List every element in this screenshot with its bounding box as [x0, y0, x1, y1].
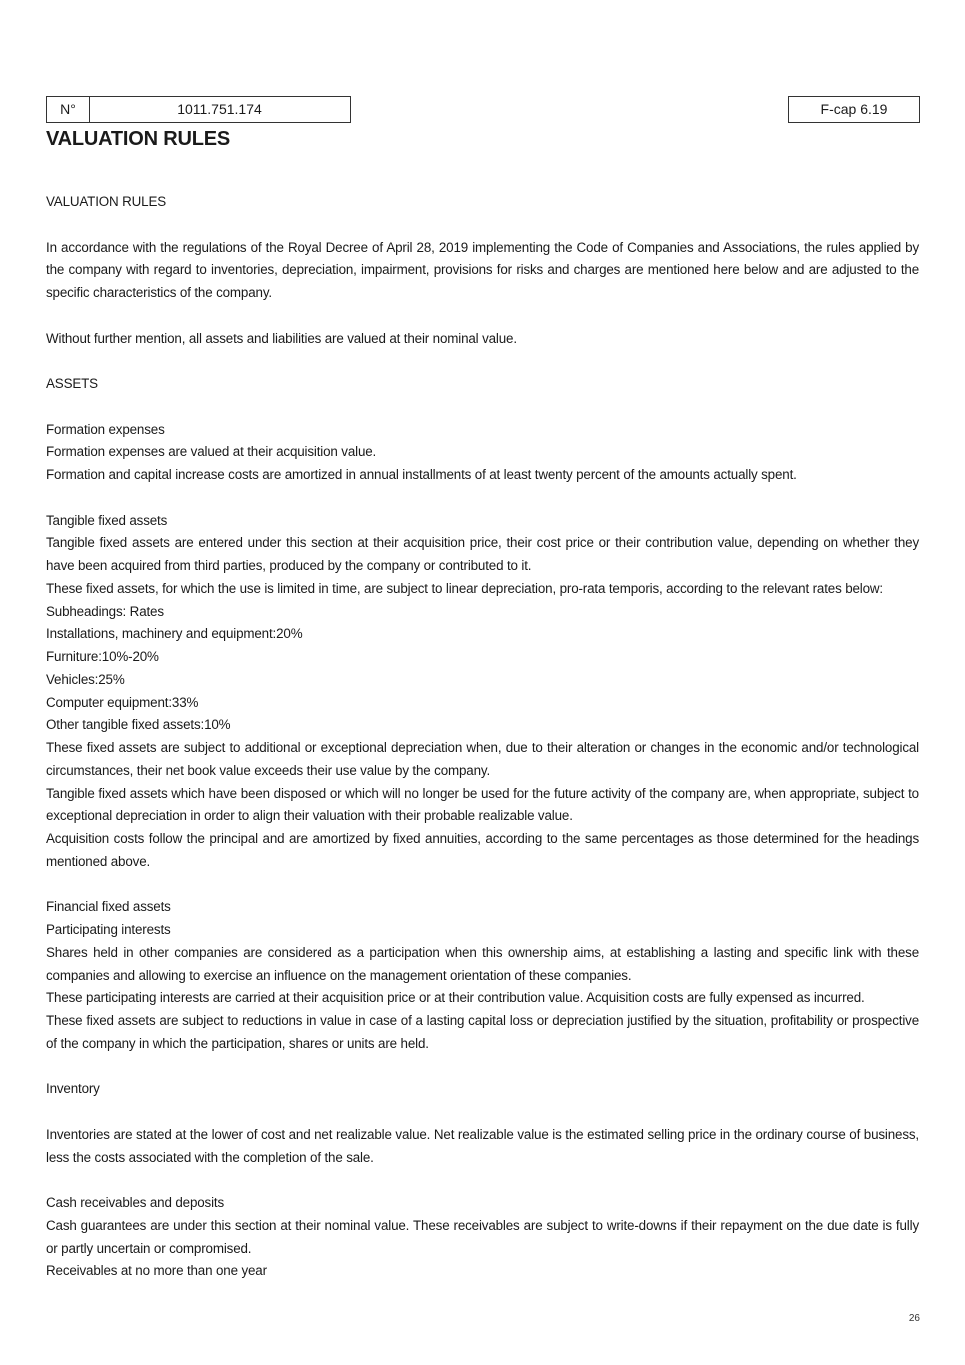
text-line: Vehicles:25% [46, 671, 125, 687]
text-line: Inventory [46, 1081, 100, 1097]
text-line: Formation and capital increase costs are amortized in annual installments of at least twenty percent of the amounts actually spent. [46, 467, 797, 482]
blank-line [46, 1169, 919, 1192]
text-line: Other tangible fixed assets:10% [46, 717, 231, 733]
blank-line [46, 214, 919, 237]
blank-line [46, 874, 919, 897]
blank-line [46, 487, 919, 510]
text-line: Furniture:10%-20% [46, 649, 159, 664]
body-text [46, 191, 919, 1283]
company-number: 1011.751.174 [177, 101, 262, 117]
text-line: Cash receivables and deposits [46, 1195, 225, 1210]
text-line: Formation expenses are valued at their acquisition value. [46, 444, 377, 460]
blank-line [46, 350, 919, 373]
text-line: Formation expenses [46, 421, 165, 437]
text-line: These fixed assets, for which the use is limited in time, are subject to linear depreciation, pro-rata temporis, according to the relevant rates below: [46, 580, 883, 596]
text-line: Tangible fixed assets which have been disposed or which will no longer be used for the future activity of the company are, when appropriate, subject to exceptional depreciation in order to align their valuation with their probable realizable value. [46, 785, 919, 824]
blank-line [46, 1056, 919, 1079]
text-line: These participating interests are carried at their acquisition price or at their contribution value. Acquisition costs are fully expensed as incurred. [46, 990, 865, 1006]
text-line: ASSETS [46, 376, 98, 391]
text-line: Participating interests [46, 922, 171, 937]
number-label: N° [60, 101, 76, 117]
text-line: Installations, machinery and equipment:20% [46, 626, 303, 642]
page-title: VALUATION RULES [46, 128, 231, 150]
text-line: VALUATION RULES [46, 194, 167, 209]
text-line: These fixed assets are subject to additional or exceptional depreciation when, due to their alteration or changes in the economic and/or technological circumstances, their net book value exceeds their use value by the company. [46, 740, 919, 778]
text-line: Tangible fixed assets are entered under this section at their acquisition price, their cost price or their contribution value, depending on whether they have been acquired from third parties, produced by the company or contributed to it. [46, 535, 919, 573]
blank-line [46, 1101, 919, 1124]
text-line: Without further mention, all assets and liabilities are valued at their nominal value. [46, 330, 517, 346]
form-code-box [788, 96, 920, 123]
blank-line [46, 396, 919, 419]
blank-line [46, 305, 919, 328]
form-code: F-cap 6.19 [820, 101, 888, 117]
text-line: Cash guarantees are under this section at their nominal value. These receivables are subject to write-downs if their repayment on the due date is fully or partly uncertain or compromised. [46, 1217, 919, 1256]
page-number: 26 [908, 1313, 920, 1324]
text-line: Financial fixed assets [46, 899, 171, 915]
text-line: Inventories are stated at the lower of cost and net realizable value. Net realizable value is the estimated selling price in the ordinary course of business, less the costs associated with the completion of the sale. [46, 1126, 919, 1165]
company-number-box [89, 96, 351, 123]
text-line: These fixed assets are subject to reductions in value in case of a lasting capital loss or depreciation justified by the situation, profitability or prospective of the company in which the participation, shares or units are held. [46, 1013, 919, 1051]
number-label-box [46, 96, 90, 123]
text-line: Computer equipment:33% [46, 694, 199, 710]
header-row [46, 96, 920, 123]
text-line: Acquisition costs follow the principal and are amortized by fixed annuities, according to the same percentages as those determined for the headings mentioned above. [46, 831, 919, 869]
text-line: Shares held in other companies are considered as a participation when this ownership aims, at establishing a lasting and specific link with these companies and allowing to exercise an influence on the management orientation of these companies. [46, 944, 919, 983]
text-line: Receivables at no more than one year [46, 1263, 267, 1279]
text-line: Tangible fixed assets [46, 512, 168, 528]
text-line: In accordance with the regulations of the Royal Decree of April 28, 2019 implementing the Code of Companies and Associations, the rules applied by the company with regard to inventories, depreciation, impairment, provisions for risks and charges are mentioned here below and are adjusted to the specific characteristics of the company. [46, 239, 919, 300]
text-line: Subheadings: Rates [46, 603, 164, 619]
